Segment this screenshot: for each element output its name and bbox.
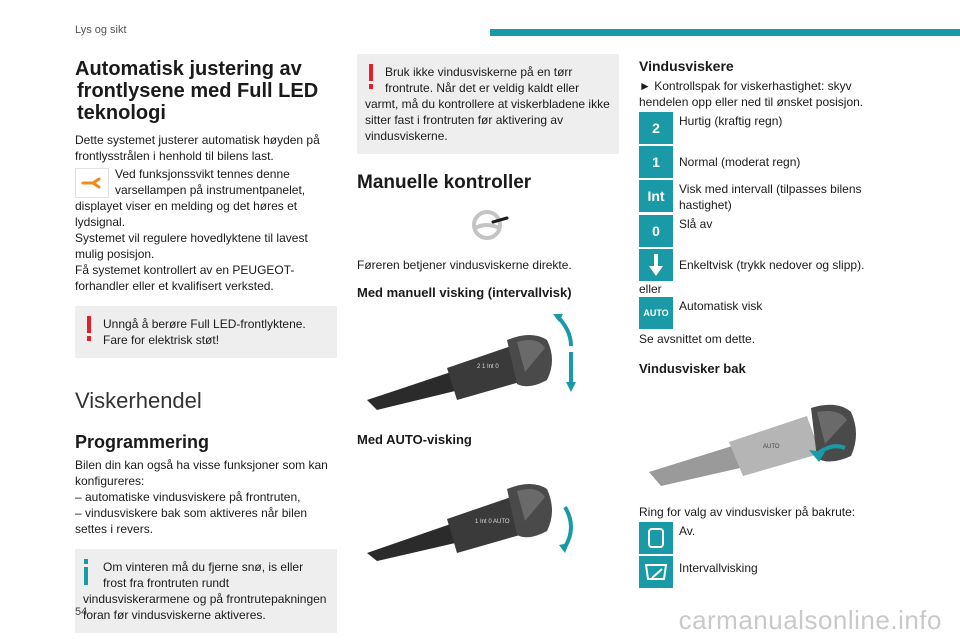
wipers-heading: Vindusviskere [639,58,734,74]
regulate-text: Systemet vil regulere hovedlyktene til lavest mulig posisjon. [75,231,308,261]
led-warning-box [75,306,337,358]
rear-window-off-icon [639,522,673,554]
auto-icon: AUTO [639,297,673,329]
svg-text:2 1 Int 0: 2 1 Int 0 [477,364,499,370]
wiper-speed-list [639,112,901,281]
exclamation-icon [83,316,95,348]
list-item: Int Visk med intervall (tilpasses bilens hastighet) [639,180,901,213]
exclamation-icon [365,64,377,96]
rear-stalk-illustration [639,386,901,486]
header-accent-bar [490,29,960,36]
wiper-control-text: ► Kontrollspak for viskerhastighet: skyv hendelen opp eller ned til ønsket posisjon. [639,79,864,109]
ring-select-text: Ring for valg av vindusvisker på bakrute: [639,505,856,519]
auto-headlight-heading: Automatisk justering av frontlysene med Full LED teknologi [75,58,319,124]
page-number: 54 [75,606,88,618]
programming-item-2: – vindusviskere bak som aktiveres når bilen settes i revers. [75,506,308,536]
dry-windscreen-warning-box [357,54,619,154]
auto-wipe-item [639,297,901,329]
warning-lamp-paragraph [75,166,337,230]
wiper-stalk-section-title: Viskerhendel [75,388,202,413]
winter-info-text: Om vinteren må du fjerne snø, is eller frost fra frontruten rundt vindusviskerarmene og på frontrutepakningen foran før vindusviskerne aktiveres. [83,560,327,622]
dry-windscreen-warning-text: Bruk ikke vindusviskerne på en tørr frontrute. Når det er veldig kaldt eller varmt, må du kontrollere at viskerbladene ikke sitter fast i frontruten før aktivering av vindusviskerne. [365,65,610,143]
dealer-text: Få systemet kontrollert av en PEUGEOT-forhandler eller et kvalifisert verksted. [75,263,295,293]
list-item: Enkeltvisk (trykk nedover og slipp). [639,249,901,281]
steering-wheel-icon [357,208,619,247]
led-warning-text: Unngå å berøre Full LED-frontlyktene. Fare for elektrisk støt! [103,317,306,347]
winter-info-box [75,549,337,633]
svg-text:AUTO: AUTO [763,444,780,450]
manual-wipe-heading: Med manuell visking (intervallvisk) [357,285,572,300]
off-0-icon: 0 [639,215,673,247]
see-section-text: Se avsnittet om dette. [639,332,756,346]
warning-lamp-text: Ved funksjonssvikt tennes denne varsellampen på instrumentpanelet, displayet viser en melding og det høres et lydsignal. [75,167,306,229]
auto-headlight-intro: Dette systemet justerer automatisk høyden på frontlysstrålen i henhold til bilens last. [75,133,320,163]
programming-item-1: – automatiske vindusviskere på frontruten, [75,490,301,504]
list-item: 2 Hurtig (kraftig regn) [639,112,901,144]
list-item: 1 Normal (moderat regn) [639,146,901,178]
driver-operates-text: Føreren betjener vindusviskerne direkte. [357,258,572,272]
programming-heading: Programmering [75,432,210,452]
rear-wiper-list [639,522,901,588]
list-item: Av. [639,522,901,554]
auto-wipe-heading: Med AUTO-visking [357,432,472,447]
programming-intro: Bilen din kan også ha visse funksjoner som kan konfigureres: [75,458,328,488]
headlight-fault-icon [75,168,109,198]
manual-controls-heading: Manuelle kontroller [357,172,532,193]
auto-stalk-illustration [357,461,619,561]
list-item: AUTO Automatisk visk [639,297,901,329]
watermark: carmanualsonline.info [678,605,942,635]
interval-icon: Int [639,180,673,212]
manual-stalk-illustration [357,310,619,410]
column-1 [75,50,337,633]
speed-2-icon: 2 [639,112,673,144]
rear-wiper-heading: Vindusvisker bak [639,361,746,376]
down-arrow-icon [639,249,673,281]
speed-1-icon: 1 [639,146,673,178]
list-item: 0 Slå av [639,215,901,247]
column-3 [639,58,901,588]
info-icon [83,559,95,591]
rear-window-interval-icon [639,556,673,588]
or-text: eller [639,282,662,296]
svg-text:1 Int 0 AUTO: 1 Int 0 AUTO [475,519,510,525]
section-title: Lys og sikt [75,24,127,36]
column-2 [357,54,619,561]
list-item: Intervallvisking [639,556,901,588]
